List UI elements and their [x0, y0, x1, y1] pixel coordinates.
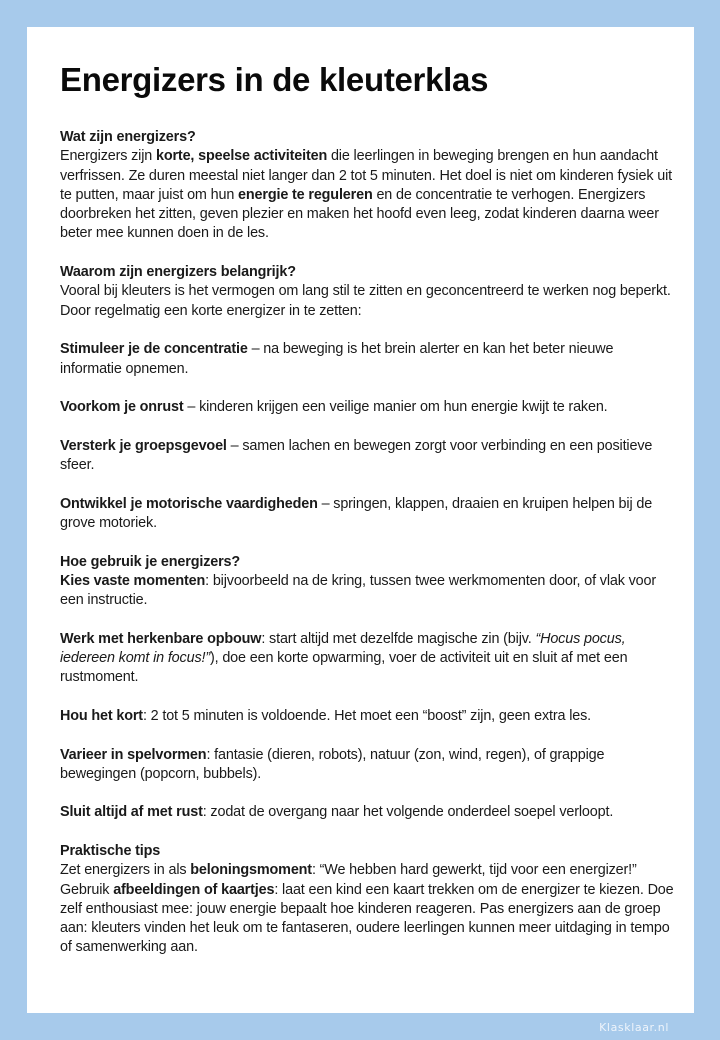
list-item: Varieer in spelvormen: fantasie (dieren, robots), natuur (zon, wind, regen), of grappige bewegingen (popcorn, bubbels).: [60, 746, 605, 782]
paragraph: Vooral bij kleuters is het vermogen om lang stil te zitten en geconcentreerd te werken nog beperkt. Door regelmatig een korte energizer in te zetten:: [60, 283, 671, 319]
brand-footer: Klasklaar.nl: [599, 1021, 669, 1034]
paragraph: Zet energizers in als beloningsmoment: “We hebben hard gewerkt, tijd voor een energizer!” Gebruik afbeeldingen of kaartjes: laat een kind een kaart trekken om de energizer te kiezen. Doe zelf enthousiast mee: jouw energie bepaalt hoe kinderen reageren. Pas energizers aan de groep aan: kleuters vinden het leuk om te fantaseren, oudere leerlingen kunnen meer uitdaging in tempo of samenwerking aan.: [60, 862, 674, 956]
section-wat-zijn-energizers: [60, 128, 674, 244]
document-page: [27, 27, 694, 1013]
section-heading: Waarom zijn energizers belangrijk?: [60, 264, 296, 281]
paragraph: Energizers zijn korte, speelse activiteiten die leerlingen in beweging brengen en hun aandacht verfrissen. Ze duren meestal niet langer dan 2 tot 5 minuten. Het doel is niet om kinderen fysiek uit te putten, maar juist om hun energie te reguleren en de concentratie te verhogen. Energizers doorbreken het zitten, geven plezier en maken het hoofd even leeg, zodat kinderen daarna weer beter mee kunnen doen in de les.: [60, 148, 672, 242]
list-item: Kies vaste momenten: bijvoorbeeld na de kring, tussen twee werkmomenten door, of vlak voor een instructie.: [60, 572, 657, 609]
section-heading: Hoe gebruik je energizers?: [60, 553, 241, 570]
section-waarom-belangrijk: [60, 263, 674, 533]
page-title: Energizers in de kleuterklas: [60, 61, 489, 98]
list-item: Stimuleer je de concentratie – na beweging is het brein alerter en kan het beter nieuwe informatie opnemen.: [60, 341, 614, 377]
section-heading: Wat zijn energizers?: [60, 129, 196, 145]
document-body: [60, 128, 674, 958]
list-item: Werk met herkenbare opbouw: start altijd met dezelfde magische zin (bijv. “Hocus pocus, iedereen komt in focus!”), doe een korte opwarming, voer de activiteit uit en sluit af met een rustmoment.: [60, 630, 628, 686]
list-item: Sluit altijd af met rust: zodat de overgang naar het volgende onderdeel soepel verloopt.: [60, 804, 614, 821]
section-praktische-tips: [60, 842, 674, 958]
list-item: Hou het kort: 2 tot 5 minuten is voldoende. Het moet een “boost” zijn, geen extra les.: [60, 707, 592, 724]
section-hoe-gebruik: [60, 553, 674, 823]
list-item: Versterk je groepsgevoel – samen lachen en bewegen zorgt voor verbinding en een positieve sfeer.: [60, 437, 653, 474]
section-heading: Praktische tips: [60, 842, 161, 859]
list-item: Ontwikkel je motorische vaardigheden – springen, klappen, draaien en kruipen helpen bij de grove motoriek.: [60, 495, 653, 531]
list-item: Voorkom je onrust – kinderen krijgen een veilige manier om hun energie kwijt te raken.: [60, 399, 608, 416]
